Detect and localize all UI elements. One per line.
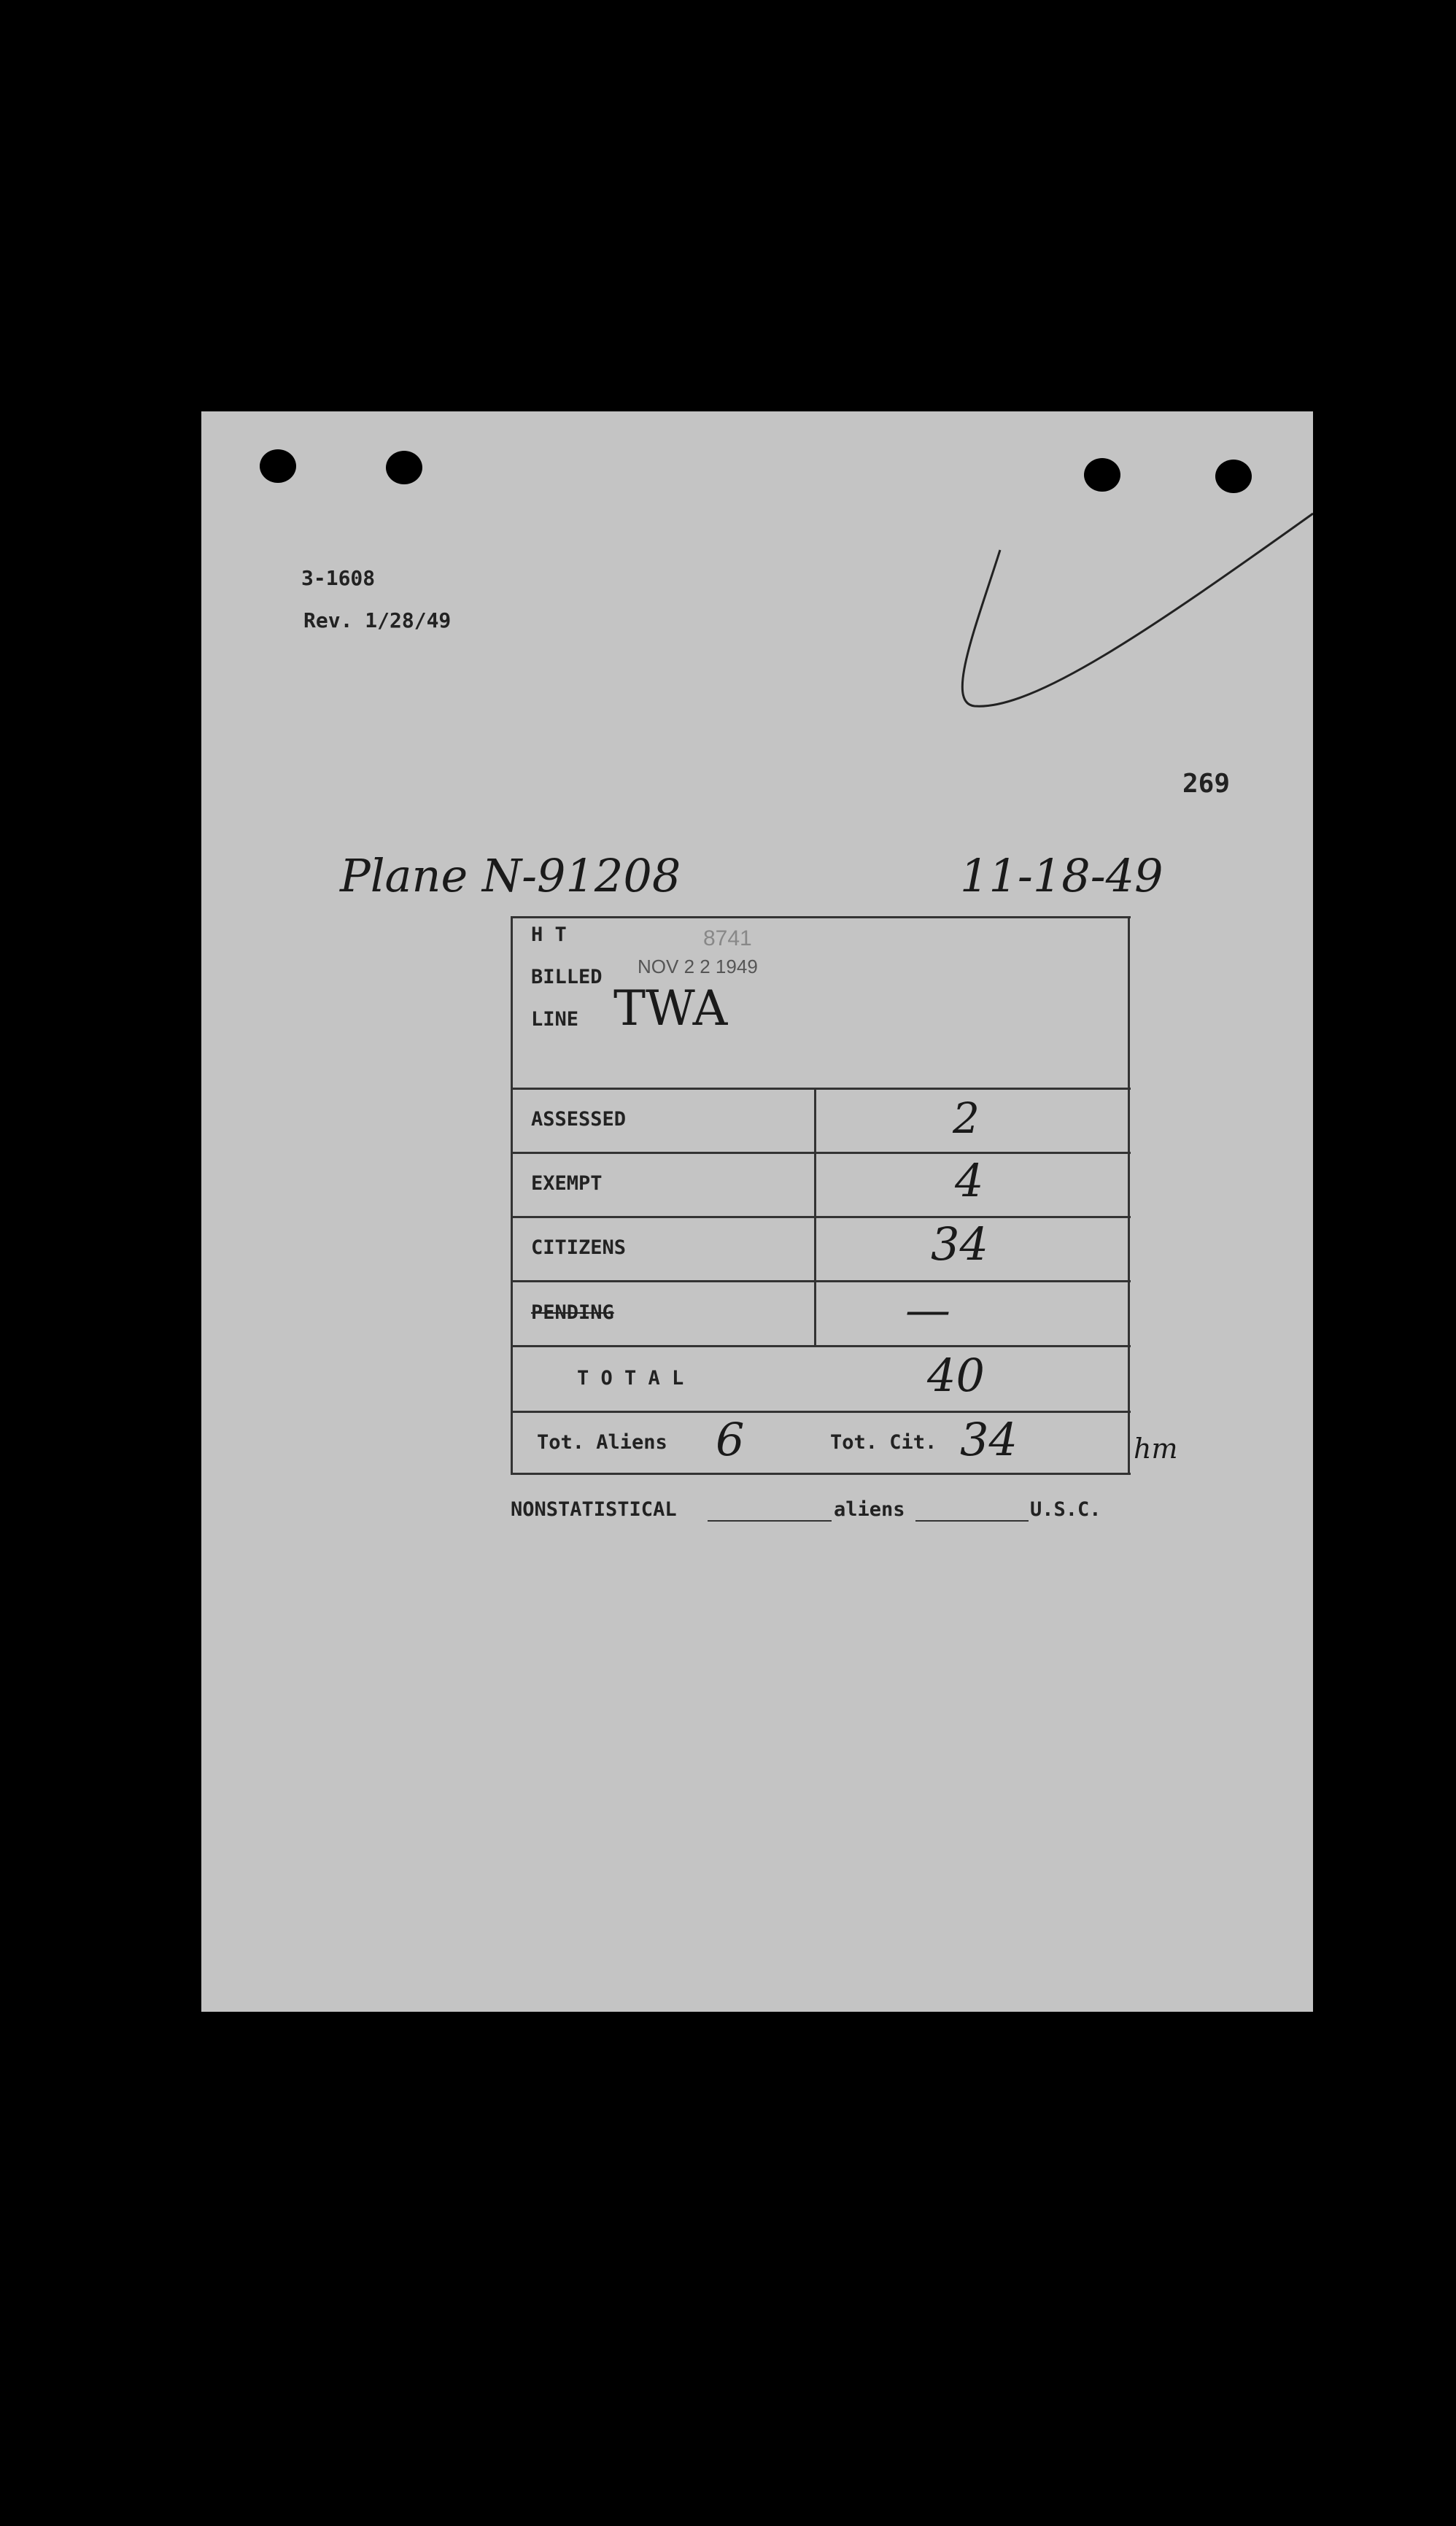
table-row-line (511, 1216, 1131, 1218)
total-value: 40 (927, 1349, 985, 1402)
citizens-label: CITIZENS (531, 1236, 627, 1259)
nonstatistical-label: NONSTATISTICAL (511, 1498, 677, 1521)
citizens-value: 34 (931, 1217, 988, 1271)
table-row-line (511, 1152, 1131, 1154)
line-label: LINE (531, 1008, 579, 1031)
aliens-label: aliens (834, 1498, 905, 1521)
total-label: T O T A L (577, 1367, 684, 1390)
document-card (201, 411, 1313, 2012)
exempt-label: EXEMPT (531, 1172, 603, 1195)
assessed-value: 2 (953, 1093, 980, 1143)
table-row-line (511, 1411, 1131, 1413)
plane-number: Plane N-91208 (340, 849, 681, 902)
table-border-right (1128, 916, 1130, 1474)
billed-label: BILLED (531, 966, 603, 988)
tot-cit-value: 34 (960, 1413, 1018, 1466)
table-column-divider (814, 1088, 816, 1347)
table-row-line (511, 1280, 1131, 1282)
table-row-line (511, 1345, 1131, 1347)
tot-aliens-label: Tot. Aliens (537, 1431, 667, 1454)
stamp-number: 8741 (703, 926, 752, 950)
page-number: 269 (1182, 769, 1231, 799)
form-number: 3-1608 (301, 566, 376, 590)
tot-aliens-value: 6 (716, 1413, 745, 1466)
pending-label: PENDING (531, 1301, 614, 1324)
usc-label: U.S.C. (1030, 1498, 1101, 1521)
stamp-date: NOV 2 2 1949 (638, 956, 758, 977)
table-border-bottom (511, 1473, 1131, 1475)
tally-table (201, 411, 1313, 2012)
table-row-line (511, 1088, 1131, 1090)
initials: hm (1134, 1433, 1178, 1465)
table-border-left (511, 916, 513, 1474)
assessed-label: ASSESSED (531, 1108, 627, 1131)
handwritten-date: 11-18-49 (960, 849, 1163, 902)
airline-handwritten: TWA (613, 980, 728, 1037)
table-border-top (511, 916, 1131, 918)
exempt-value: 4 (955, 1154, 984, 1207)
form-revision: Rev. 1/28/49 (303, 608, 452, 632)
nonstatistical-line (511, 1498, 1167, 1535)
ht-label: H T (531, 923, 567, 946)
blank-line (708, 1520, 832, 1522)
blank-line (915, 1520, 1029, 1522)
pending-value: — (905, 1283, 950, 1336)
tot-cit-label: Tot. Cit. (830, 1431, 937, 1454)
